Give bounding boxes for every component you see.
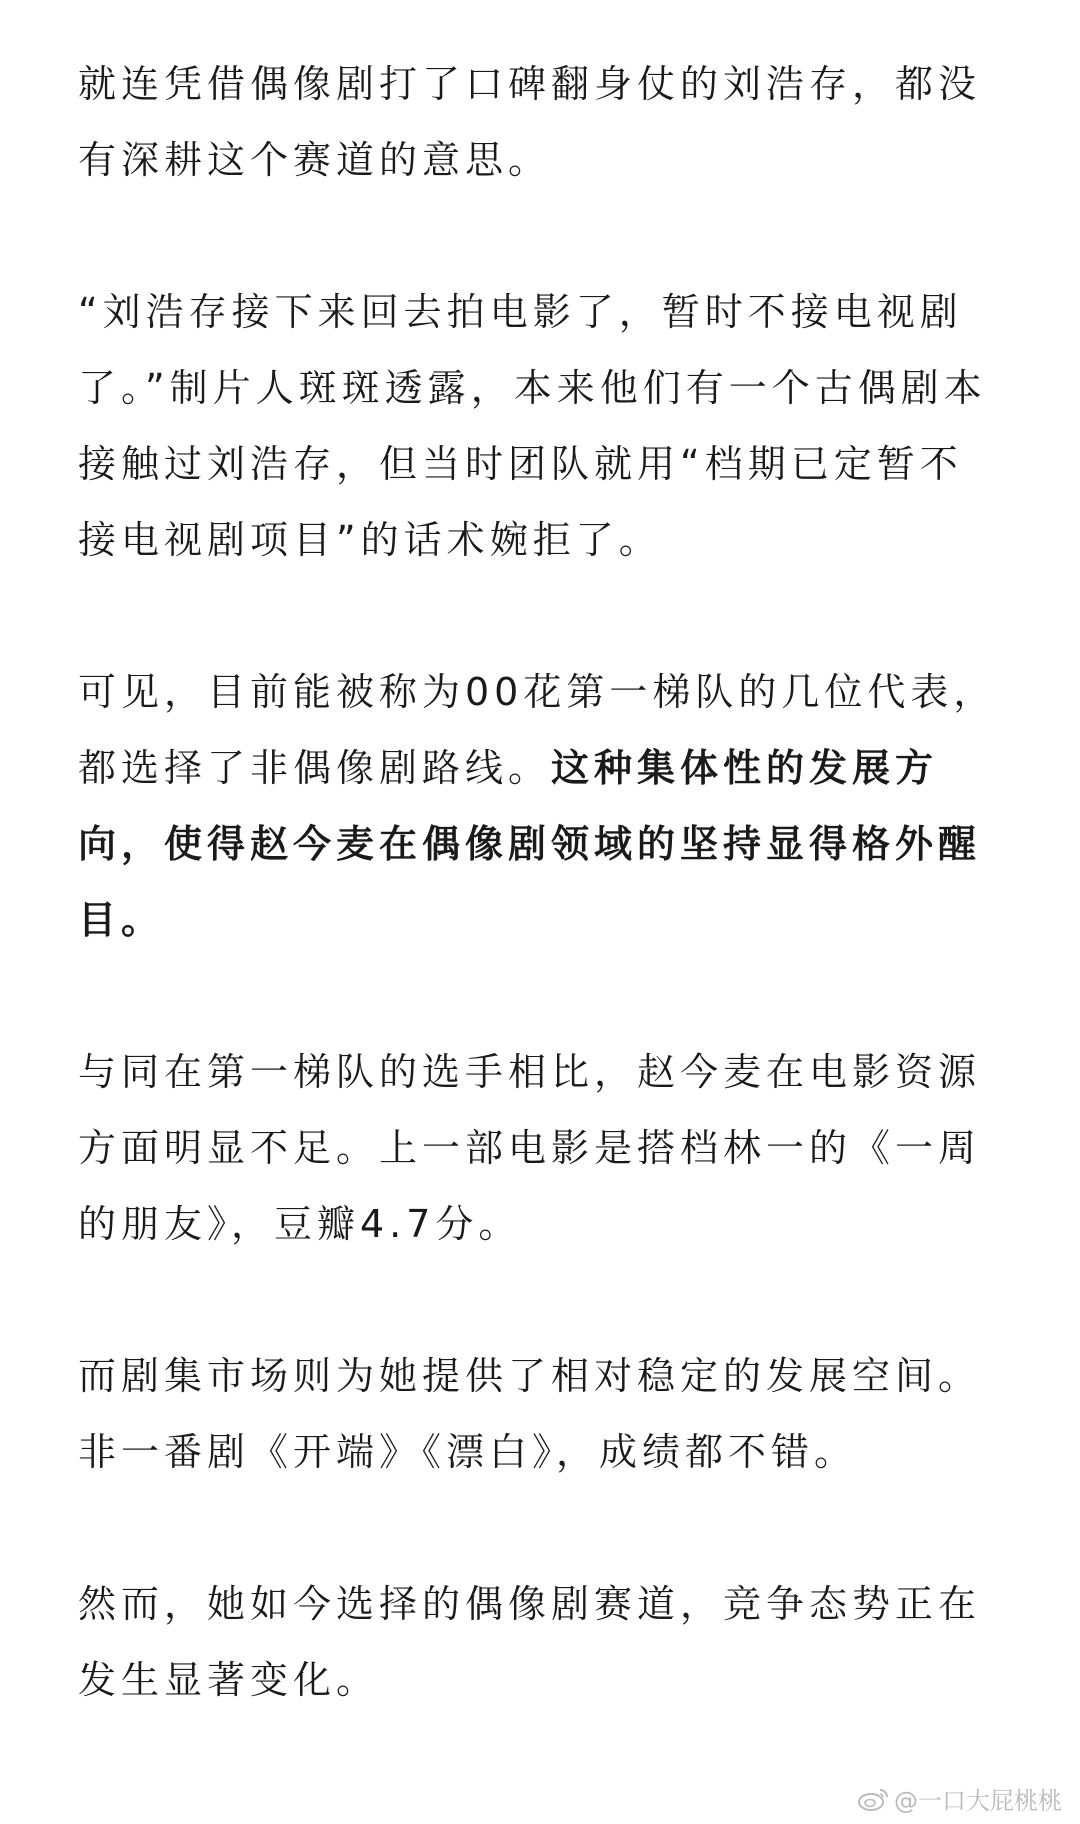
paragraph-text: “刘浩存接下来回去拍电影了，暂时不接电视剧了。”制片人斑斑透露，本来他们有一个古偶剧本接触过刘浩存，但当时团队就用“档期已定暂不接电视剧项目”的话术婉拒了。	[78, 290, 987, 562]
paragraph-3	[78, 654, 1002, 958]
paragraph-text: 可见，目前能被称为00花第一梯队的几位代表，都选择了非偶像剧路线。	[78, 670, 997, 790]
paragraph-1	[78, 46, 1002, 198]
paragraph-text: 然而，她如今选择的偶像剧赛道，竞争态势正在发生显著变化。	[78, 1582, 982, 1702]
paragraph-6	[78, 1566, 1002, 1718]
weibo-icon	[856, 1786, 890, 1812]
paragraph-text: 就连凭借偶像剧打了口碑翻身仗的刘浩存，都没有深耕这个赛道的意思。	[78, 62, 982, 182]
watermark	[856, 1781, 1062, 1816]
paragraph-text: 与同在第一梯队的选手相比，赵今麦在电影资源方面明显不足。上一部电影是搭档林一的《一周的朋友》，豆瓣4.7分。	[78, 1050, 982, 1246]
paragraph-5	[78, 1338, 1002, 1490]
article-body	[78, 46, 1002, 1718]
paragraph-2	[78, 274, 1002, 578]
paragraph-4	[78, 1034, 1002, 1262]
watermark-text: @一口大屁桃桃	[894, 1787, 1062, 1815]
paragraph-bold-text: 这种集体性的发展方向，使得赵今麦在偶像剧领域的坚持显得格外醒目。	[78, 746, 982, 942]
paragraph-text: 而剧集市场则为她提供了相对稳定的发展空间。非一番剧《开端》《漂白》，成绩都不错。	[78, 1354, 982, 1474]
